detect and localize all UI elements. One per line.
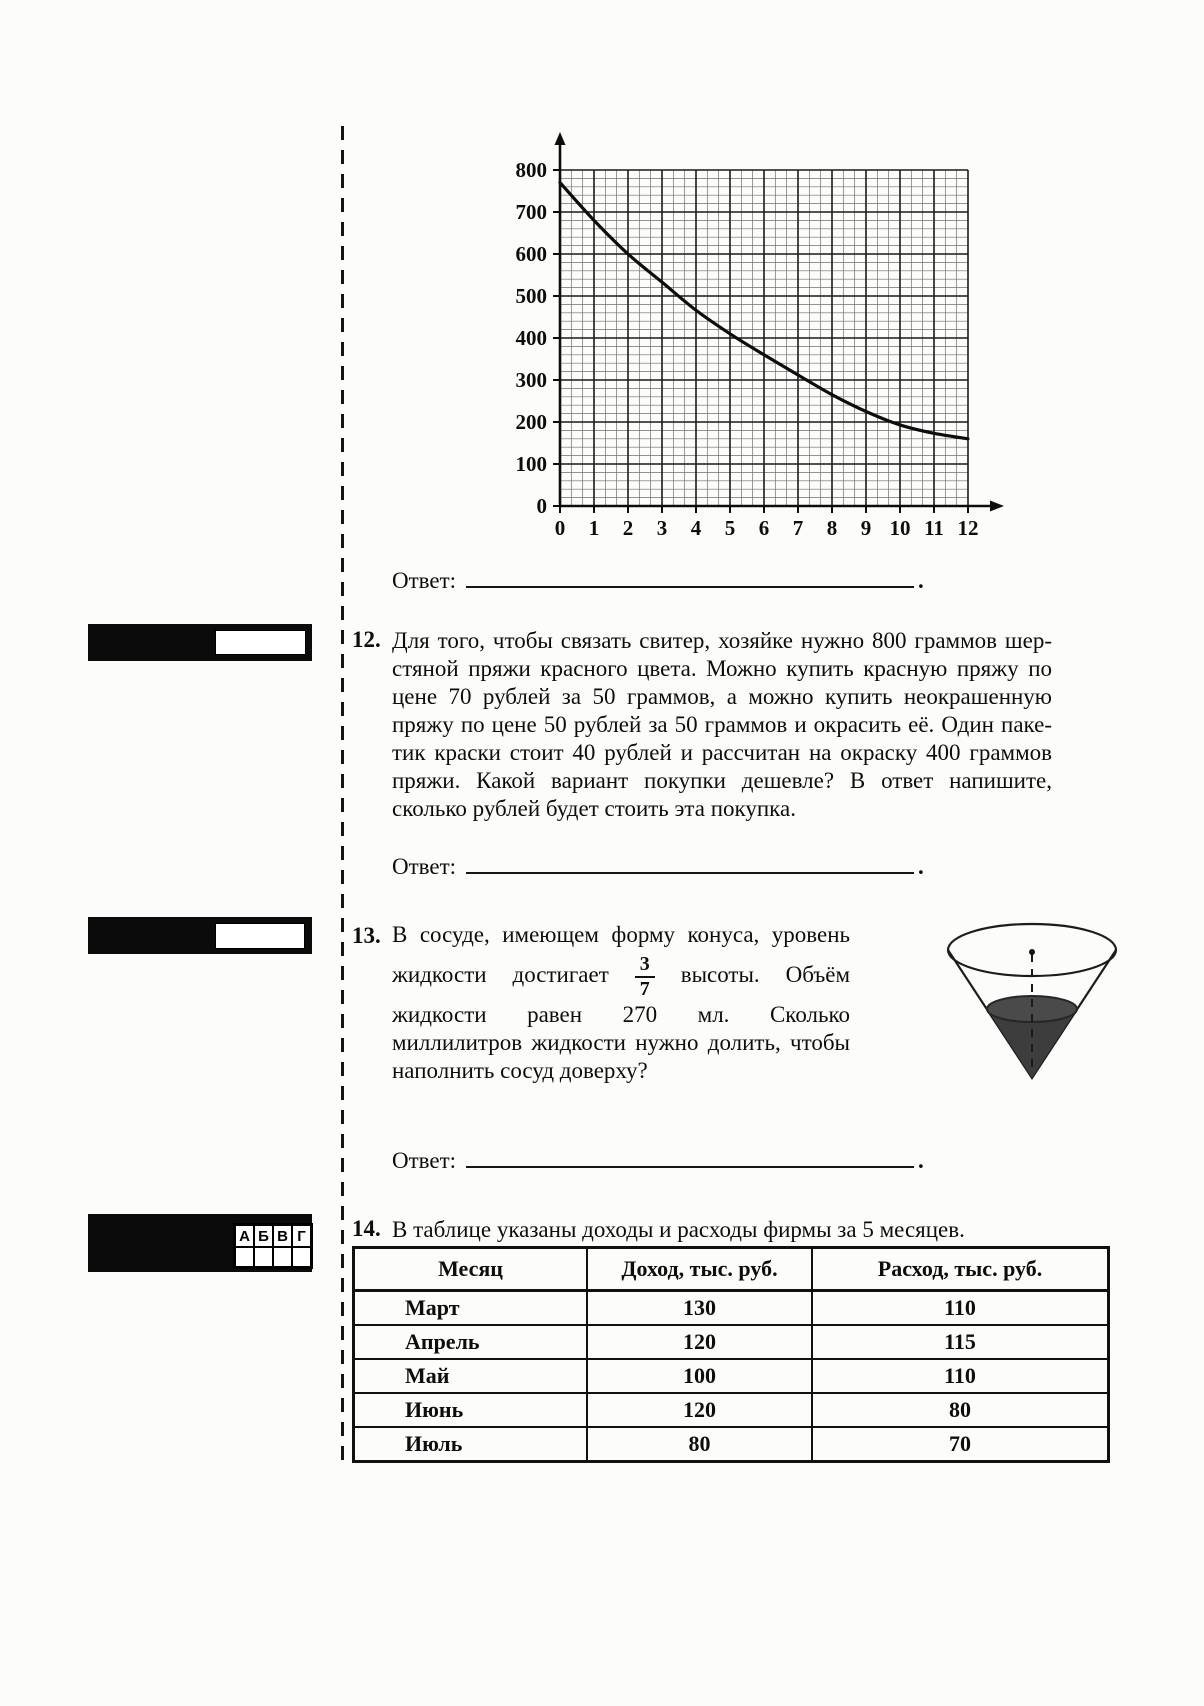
grid-empty-cell [292, 1247, 311, 1267]
svg-text:9: 9 [860, 516, 872, 540]
p12-line: стяной пряжи красного цвета. Можно купить красную пряжу по [392, 656, 1052, 681]
svg-text:0: 0 [554, 516, 566, 540]
cell-month: Март [354, 1291, 588, 1326]
svg-text:700: 700 [515, 200, 547, 224]
problem-14-text: В таблице указаны доходы и расходы фирмы за 5 месяцев. [392, 1217, 965, 1242]
p13-line: наполнить сосуд доверху? [392, 1058, 648, 1083]
cell-income: 130 [587, 1291, 812, 1326]
grid-letter-g: Г [292, 1225, 311, 1247]
p12-line: тик краски стоит 40 рублей и рассчитан на окраску 400 граммов [392, 740, 1052, 765]
cell-income: 120 [587, 1325, 812, 1359]
p13-line2-post: высоты. Объём [680, 962, 851, 987]
svg-text:600: 600 [515, 242, 547, 266]
cell-expense: 110 [812, 1359, 1109, 1393]
table-header-row [354, 1248, 1109, 1291]
p13-line-with-fraction [392, 949, 850, 1001]
problem-12-text [392, 627, 1052, 823]
decreasing-curve-graph [490, 128, 1015, 564]
svg-text:100: 100 [515, 452, 547, 476]
p13-line2-pre: жидкости достигает [392, 962, 609, 987]
cell-month: Май [354, 1359, 588, 1393]
svg-text:2: 2 [622, 516, 634, 540]
col-header-month: Месяц [354, 1248, 588, 1291]
strip-white-box [215, 630, 306, 655]
answer-blank-line [466, 852, 914, 874]
answer-row-p13: Ответ: . [392, 1148, 924, 1173]
svg-text:0: 0 [536, 494, 547, 518]
cell-expense: 110 [812, 1291, 1109, 1326]
p12-line: сколько рублей будет стоить эта покупка. [392, 796, 796, 821]
p13-line: В сосуде, имеющем форму конуса, уровень [392, 922, 850, 947]
svg-text:11: 11 [924, 516, 944, 540]
svg-text:12: 12 [957, 516, 979, 540]
problem-12-number: 12. [352, 627, 381, 652]
problem-13-number: 13. [352, 923, 381, 948]
p12-line: Для того, чтобы связать свитер, хозяйке нужно 800 граммов шер- [392, 628, 1052, 653]
p13-line: миллилитров жидкости нужно долить, чтобы [392, 1030, 850, 1055]
income-expense-table [352, 1246, 1110, 1463]
table-row [354, 1325, 1109, 1359]
svg-text:4: 4 [690, 516, 702, 540]
svg-text:800: 800 [515, 158, 547, 182]
cell-expense: 80 [812, 1393, 1109, 1427]
p13-line: жидкости равен 270 мл. Сколько [392, 1002, 850, 1027]
table-row [354, 1291, 1109, 1326]
svg-text:1: 1 [588, 516, 600, 540]
grid-empty-cell [273, 1247, 292, 1267]
col-header-income: Доход, тыс. руб. [587, 1248, 812, 1291]
grid-empty-cell [235, 1247, 254, 1267]
cell-month: Июль [354, 1427, 588, 1462]
svg-text:300: 300 [515, 368, 547, 392]
answer-blank-line [466, 1146, 914, 1168]
svg-text:6: 6 [758, 516, 770, 540]
answer-label: Ответ: [392, 568, 457, 593]
grid-letter-a: А [235, 1225, 254, 1247]
svg-text:7: 7 [792, 516, 804, 540]
cell-income: 120 [587, 1393, 812, 1427]
grid-empty-cell [254, 1247, 273, 1267]
margin-answer-strip-2 [88, 917, 312, 954]
margin-answer-strip-3 [88, 1214, 312, 1272]
answer-row-graph: Ответ: . [392, 568, 924, 593]
svg-text:500: 500 [515, 284, 547, 308]
col-header-expense: Расход, тыс. руб. [812, 1248, 1109, 1291]
table-row [354, 1393, 1109, 1427]
abvg-grid [233, 1223, 313, 1269]
problem-14-number: 14. [352, 1216, 381, 1241]
p12-line: цене 70 рублей за 50 граммов, а можно купить неокрашенную [392, 684, 1052, 709]
cone-vessel-figure [938, 908, 1126, 1086]
grid-letter-v: В [273, 1225, 292, 1247]
fraction-three-sevenths: $\frac{3}{7}$ [635, 954, 655, 1000]
answer-label: Ответ: [392, 1148, 457, 1173]
grid-letter-b: Б [254, 1225, 273, 1247]
answer-label: Ответ: [392, 854, 457, 879]
svg-text:400: 400 [515, 326, 547, 350]
cell-expense: 115 [812, 1325, 1109, 1359]
answer-row-p12: Ответ: . [392, 854, 924, 879]
p12-line: пряжу по цене 50 рублей за 50 граммов и окрасить её. Один паке- [392, 712, 1052, 737]
table-row [354, 1427, 1109, 1462]
axis-top-dot [1029, 949, 1035, 955]
cell-month: Апрель [354, 1325, 588, 1359]
svg-text:8: 8 [826, 516, 838, 540]
p12-line: пряжи. Какой вариант покупки дешевле? В ответ напишите, [392, 768, 1052, 793]
strip-white-box [215, 923, 305, 949]
cell-income: 80 [587, 1427, 812, 1462]
problem-13-text [392, 921, 850, 1085]
table-row [354, 1359, 1109, 1393]
margin-answer-strip-1 [88, 624, 312, 661]
svg-text:200: 200 [515, 410, 547, 434]
svg-text:5: 5 [724, 516, 736, 540]
cell-expense: 70 [812, 1427, 1109, 1462]
answer-blank-line [466, 566, 914, 588]
svg-text:10: 10 [889, 516, 911, 540]
cell-month: Июнь [354, 1393, 588, 1427]
cell-income: 100 [587, 1359, 812, 1393]
dashed-cut-line [341, 126, 344, 1466]
svg-text:3: 3 [656, 516, 668, 540]
